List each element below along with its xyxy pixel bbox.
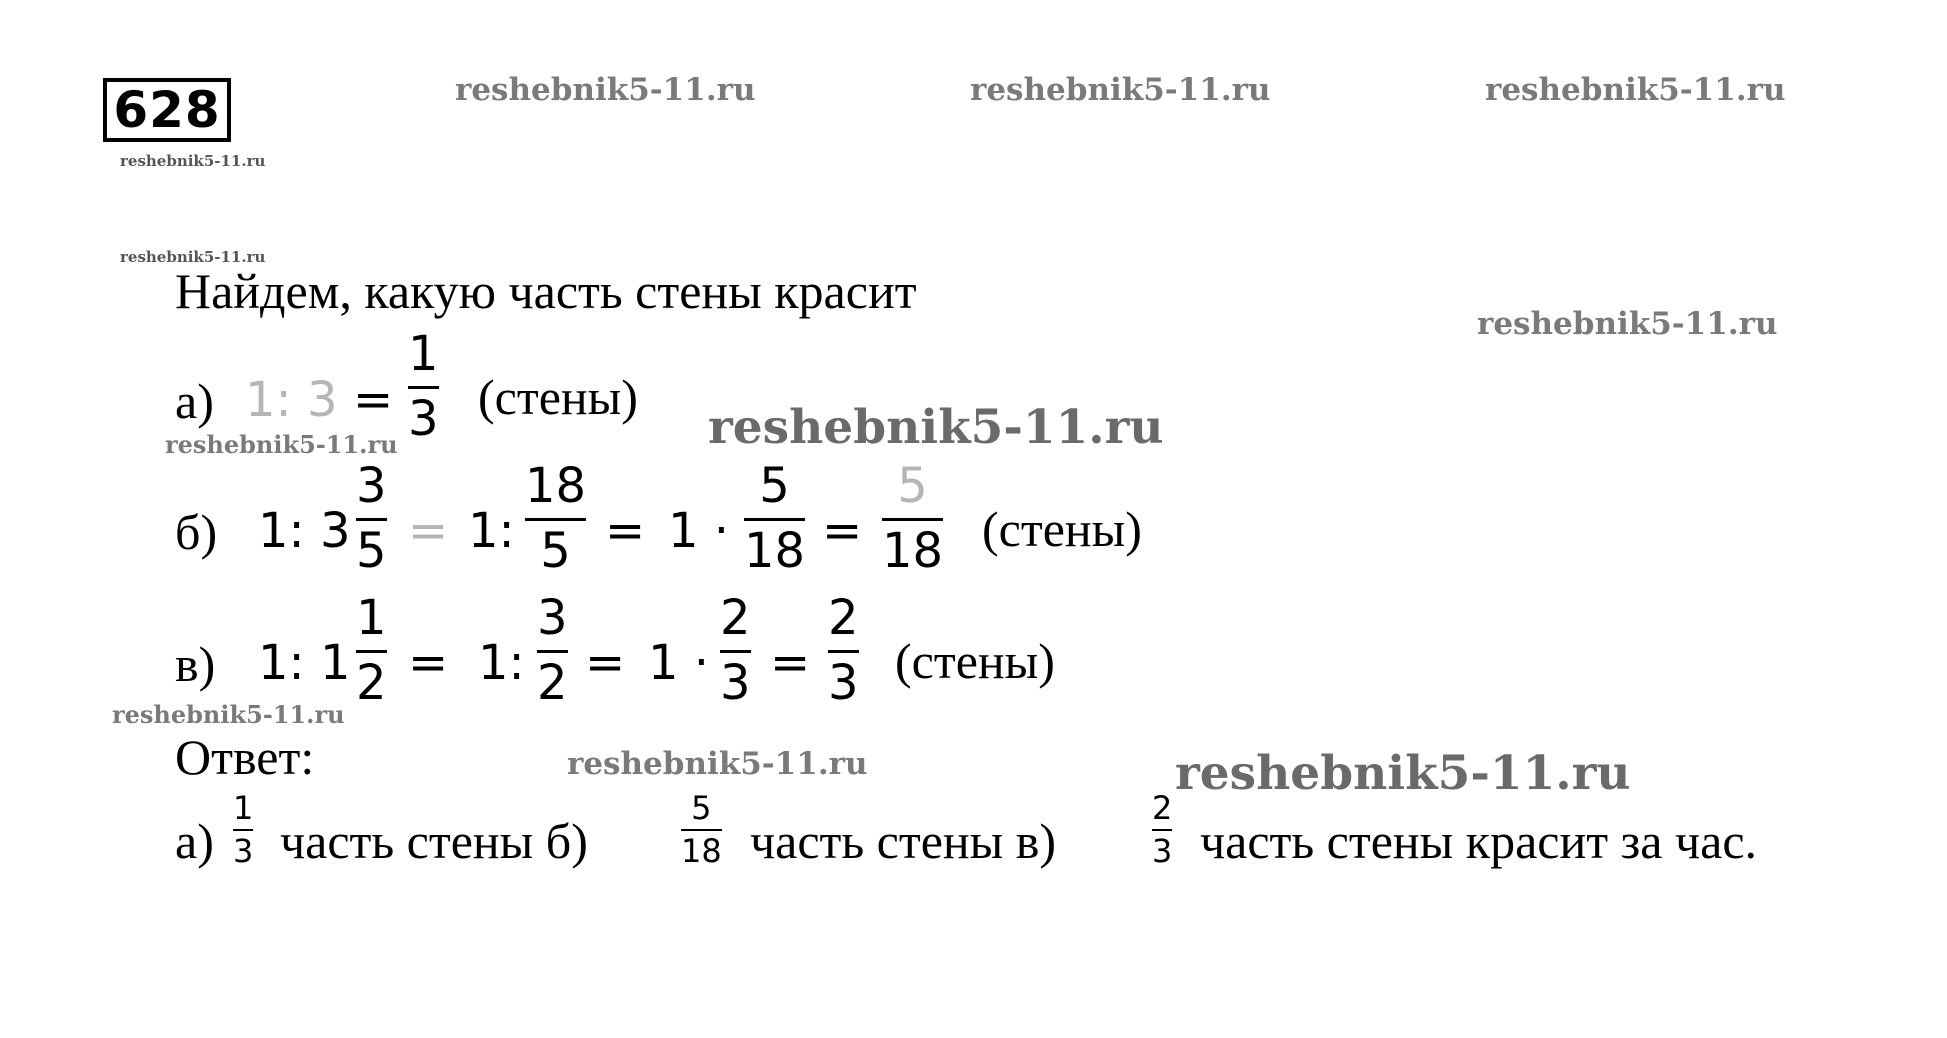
watermark: reshebnik5-11.ru	[455, 72, 756, 108]
watermark: reshebnik5-11.ru	[567, 746, 868, 782]
denominator: 5	[540, 523, 571, 579]
watermark: reshebnik5-11.ru	[120, 152, 266, 170]
watermark: reshebnik5-11.ru	[1477, 306, 1778, 342]
numerator: 1	[233, 789, 254, 827]
numerator: 1	[356, 590, 387, 646]
numerator: 1	[408, 326, 439, 382]
fraction-bar	[1152, 829, 1172, 831]
fraction-bar	[882, 518, 943, 521]
answer-label: Ответ:	[175, 729, 315, 785]
part-b-eq3: =	[822, 503, 863, 559]
part-b-mixed-fraction	[356, 458, 387, 579]
denominator: 3	[233, 832, 254, 870]
part-b-label: б)	[175, 504, 218, 560]
numerator: 3	[537, 590, 568, 646]
part-c-eq1: =	[408, 635, 449, 691]
watermark: reshebnik5-11.ru	[1175, 746, 1631, 801]
part-b-eq2: =	[605, 503, 646, 559]
part-a-label: а)	[175, 373, 214, 429]
denominator: 3	[408, 391, 439, 447]
denominator: 2	[356, 655, 387, 711]
part-c-expr: 1: 1	[258, 635, 351, 691]
part-a-unit: (стены)	[478, 369, 638, 425]
watermark: reshebnik5-11.ru	[708, 400, 1164, 455]
denominator: 2	[537, 655, 568, 711]
part-a-result	[408, 326, 439, 447]
denominator: 3	[1152, 832, 1173, 870]
denominator: 18	[744, 523, 806, 579]
intro-text: Найдем, какую часть стены красит	[175, 263, 917, 319]
part-c-unit: (стены)	[895, 633, 1055, 689]
denominator: 18	[882, 523, 944, 579]
watermark: reshebnik5-11.ru	[1485, 72, 1786, 108]
fraction-bar	[408, 386, 439, 389]
fraction-bar	[356, 650, 387, 653]
part-c-fraction-1	[537, 590, 568, 711]
fraction-bar	[356, 518, 387, 521]
part-c-eq2: =	[585, 635, 626, 691]
part-a-expr: 1: 3	[245, 372, 338, 428]
numerator: 5	[897, 458, 928, 514]
part-b-mid1: 1:	[468, 503, 515, 559]
part-a-eq: =	[353, 372, 394, 428]
part-b-eq1: =	[408, 503, 449, 559]
numerator: 5	[691, 789, 712, 827]
fraction-bar	[525, 518, 586, 521]
denominator: 3	[720, 655, 751, 711]
part-b-fraction-2	[744, 458, 806, 579]
part-c-eq3: =	[770, 635, 811, 691]
answer-b-text: часть стены в)	[750, 813, 1057, 869]
numerator: 3	[356, 458, 387, 514]
part-c-label: в)	[175, 636, 216, 692]
answer-c-text: часть стены красит за час.	[1200, 813, 1758, 869]
answer-a-fraction	[233, 789, 254, 870]
fraction-bar	[720, 650, 751, 653]
part-b-mid2: 1 ·	[668, 503, 730, 559]
part-c-mid1: 1:	[478, 635, 525, 691]
fraction-bar	[681, 829, 722, 831]
watermark: reshebnik5-11.ru	[120, 248, 266, 266]
part-b-result	[882, 458, 944, 579]
part-b-unit: (стены)	[982, 501, 1142, 557]
denominator: 5	[356, 523, 387, 579]
answer-a-text: часть стены б)	[280, 813, 588, 869]
numerator: 2	[1152, 789, 1173, 827]
fraction-bar	[828, 650, 859, 653]
numerator: 2	[828, 590, 859, 646]
answer-c-fraction	[1152, 789, 1173, 870]
fraction-bar	[537, 650, 568, 653]
part-c-mixed-fraction	[356, 590, 387, 711]
part-c-mid2: 1 ·	[648, 635, 710, 691]
numerator: 2	[720, 590, 751, 646]
answer-b-fraction	[681, 789, 722, 870]
watermark: reshebnik5-11.ru	[970, 72, 1271, 108]
part-c-result	[828, 590, 859, 711]
numerator: 5	[759, 458, 790, 514]
fraction-bar	[233, 829, 253, 831]
denominator: 18	[681, 832, 722, 870]
fraction-bar	[744, 518, 805, 521]
numerator: 18	[525, 458, 587, 514]
watermark: reshebnik5-11.ru	[112, 700, 345, 729]
watermark: reshebnik5-11.ru	[165, 430, 398, 459]
part-c-fraction-2	[720, 590, 751, 711]
problem-number: 628	[103, 78, 231, 142]
answer-a-label: а)	[175, 813, 214, 869]
denominator: 3	[828, 655, 859, 711]
part-b-expr: 1: 3	[258, 503, 351, 559]
part-b-fraction-1	[525, 458, 587, 579]
